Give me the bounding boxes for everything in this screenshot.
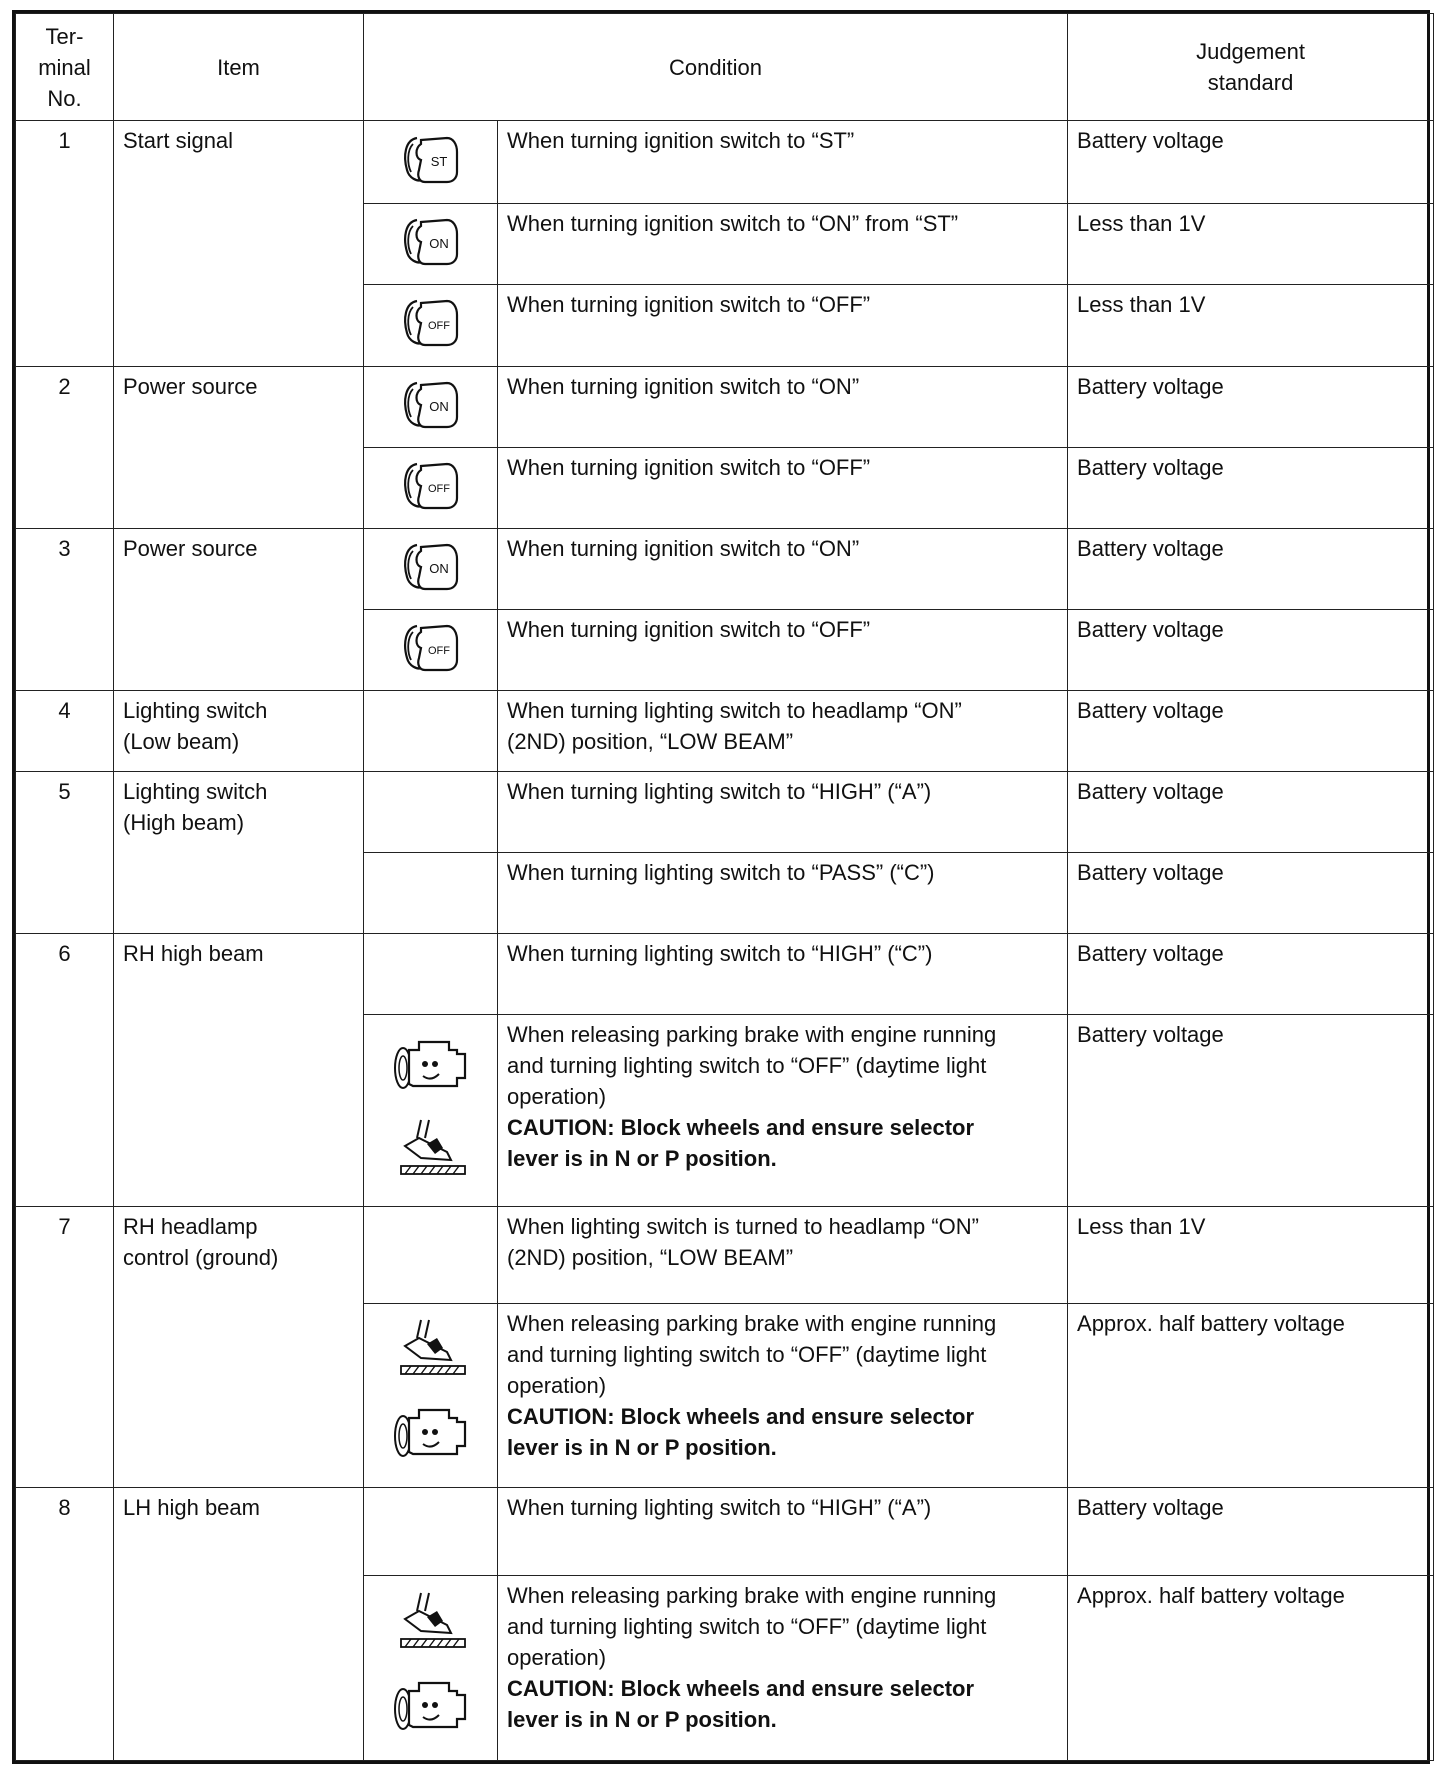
terminal-number: 1 bbox=[16, 121, 114, 367]
ignition-key-off-icon bbox=[399, 293, 463, 357]
condition-description: When turning ignition switch to “OFF” bbox=[507, 454, 871, 480]
condition-description: When turning ignition switch to “OFF” bbox=[507, 292, 871, 318]
condition-text bbox=[498, 1303, 1068, 1488]
caution-note-line: lever is in N or P position. bbox=[507, 1146, 777, 1172]
condition-icon-cell bbox=[364, 934, 498, 1015]
condition-text bbox=[498, 528, 1068, 609]
ignition-key-on-icon bbox=[399, 537, 463, 601]
condition-text bbox=[498, 609, 1068, 690]
table-row bbox=[16, 121, 1434, 204]
item-cell bbox=[114, 121, 364, 367]
condition-description-line: (2ND) position, “LOW BEAM” bbox=[507, 1244, 794, 1270]
item-label: Start signal bbox=[123, 128, 234, 153]
condition-description: When turning ignition switch to “ON” from “ST” bbox=[507, 211, 959, 237]
condition-description: When turning ignition switch to “ST” bbox=[507, 128, 855, 153]
condition-icon-cell bbox=[364, 1576, 498, 1761]
condition-text bbox=[498, 1206, 1068, 1303]
condition-description-line: operation) bbox=[507, 1645, 607, 1671]
table-row bbox=[16, 1488, 1434, 1576]
judgement-standard: Battery voltage bbox=[1068, 934, 1434, 1015]
condition-description: When turning ignition switch to “OFF” bbox=[507, 616, 871, 642]
ignition-key-on-icon bbox=[399, 212, 463, 276]
svg-text:ON: ON bbox=[428, 236, 449, 252]
parking-brake-released-icon bbox=[364, 1118, 497, 1188]
judgement-standard: Battery voltage bbox=[1068, 1488, 1434, 1576]
condition-description: When turning lighting switch to “HIGH” (“A”) bbox=[507, 1495, 932, 1521]
judgement-standard: Approx. half battery voltage bbox=[1068, 1576, 1434, 1761]
table-row bbox=[16, 934, 1434, 1015]
condition-icon-cell bbox=[364, 528, 498, 609]
judgement-standard: Battery voltage bbox=[1068, 366, 1434, 447]
table-row bbox=[16, 1206, 1434, 1303]
terminal-number: 8 bbox=[16, 1488, 114, 1761]
condition-text bbox=[498, 447, 1068, 528]
condition-icon-cell bbox=[364, 366, 498, 447]
terminal-number: 6 bbox=[16, 934, 114, 1207]
condition-description-line: When releasing parking brake with engine running bbox=[507, 1310, 997, 1336]
condition-text bbox=[498, 1576, 1068, 1761]
condition-description-line: and turning lighting switch to “OFF” (daytime light bbox=[507, 1053, 987, 1079]
judgement-standard: Battery voltage bbox=[1068, 1015, 1434, 1206]
item-label: RH high beam bbox=[123, 941, 264, 967]
item-cell bbox=[114, 528, 364, 690]
item-label: LH high beam bbox=[123, 1495, 260, 1521]
svg-text:OFF: OFF bbox=[427, 320, 450, 333]
condition-text bbox=[498, 1488, 1068, 1576]
condition-description: When turning ignition switch to “ON” bbox=[507, 373, 860, 399]
condition-description: When turning ignition switch to “ON” bbox=[507, 535, 860, 561]
svg-text:OFF: OFF bbox=[427, 482, 450, 495]
condition-description: When turning lighting switch to “PASS” (“C”) bbox=[507, 860, 935, 886]
condition-icon-cell bbox=[364, 447, 498, 528]
condition-icon-cell bbox=[364, 609, 498, 690]
item-label: (High beam) bbox=[123, 810, 245, 835]
condition-icon-cell bbox=[364, 772, 498, 853]
header-terminal-no: Ter- minal No. bbox=[16, 14, 114, 121]
terminal-number: 5 bbox=[16, 772, 114, 934]
judgement-standard: Less than 1V bbox=[1068, 204, 1434, 285]
condition-text bbox=[498, 853, 1068, 934]
caution-note-line: lever is in N or P position. bbox=[507, 1434, 777, 1460]
judgement-standard: Battery voltage bbox=[1068, 121, 1434, 204]
table-row bbox=[16, 772, 1434, 853]
condition-description-line: When releasing parking brake with engine running bbox=[507, 1022, 997, 1048]
condition-text bbox=[498, 1015, 1068, 1206]
condition-icon-cell bbox=[364, 285, 498, 366]
caution-note-line: CAUTION: Block wheels and ensure selector bbox=[507, 1403, 975, 1429]
terminal-number: 2 bbox=[16, 366, 114, 528]
condition-text bbox=[498, 366, 1068, 447]
item-label: control (ground) bbox=[123, 1244, 279, 1270]
condition-text bbox=[498, 934, 1068, 1015]
judgement-standard: Battery voltage bbox=[1068, 609, 1434, 690]
engine-running-icon bbox=[364, 1675, 497, 1745]
table-row bbox=[16, 366, 1434, 447]
condition-description: When turning lighting switch to “HIGH” (“A”) bbox=[507, 779, 932, 804]
condition-icon-cell bbox=[364, 1206, 498, 1303]
caution-note-line: lever is in N or P position. bbox=[507, 1707, 777, 1733]
judgement-standard: Less than 1V bbox=[1068, 1206, 1434, 1303]
item-label: RH headlamp bbox=[123, 1213, 258, 1239]
judgement-standard: Approx. half battery voltage bbox=[1068, 1303, 1434, 1488]
condition-description-line: and turning lighting switch to “OFF” (daytime light bbox=[507, 1341, 987, 1367]
engine-running-icon bbox=[364, 1402, 497, 1472]
judgement-standard: Battery voltage bbox=[1068, 853, 1434, 934]
item-cell bbox=[114, 1488, 364, 1761]
terminal-number: 3 bbox=[16, 528, 114, 690]
condition-text bbox=[498, 121, 1068, 204]
item-cell bbox=[114, 1206, 364, 1488]
condition-text bbox=[498, 285, 1068, 366]
header-judgement: Judgement standard bbox=[1068, 14, 1434, 121]
item-label: Lighting switch bbox=[123, 697, 268, 723]
header-row bbox=[16, 14, 1434, 121]
item-cell bbox=[114, 366, 364, 528]
item-label: Power source bbox=[123, 373, 258, 399]
item-label: Lighting switch bbox=[123, 779, 268, 804]
header-item: Item bbox=[114, 14, 364, 121]
judgement-standard: Battery voltage bbox=[1068, 772, 1434, 853]
terminal-number: 4 bbox=[16, 690, 114, 771]
item-label: (Low beam) bbox=[123, 728, 240, 754]
item-cell bbox=[114, 772, 364, 934]
engine-running-icon bbox=[364, 1034, 497, 1104]
item-cell bbox=[114, 934, 364, 1207]
condition-icon-cell bbox=[364, 204, 498, 285]
svg-text:ON: ON bbox=[428, 398, 449, 414]
condition-icon-cell bbox=[364, 853, 498, 934]
condition-text bbox=[498, 690, 1068, 771]
judgement-standard: Battery voltage bbox=[1068, 690, 1434, 771]
condition-icon-cell bbox=[364, 1488, 498, 1576]
ignition-key-off-icon bbox=[399, 618, 463, 682]
item-label: Power source bbox=[123, 535, 258, 561]
condition-description-line: When lighting switch is turned to headlamp “ON” bbox=[507, 1213, 979, 1239]
caution-note-line: CAUTION: Block wheels and ensure selector bbox=[507, 1115, 975, 1141]
condition-description-line: When turning lighting switch to headlamp “ON” bbox=[507, 697, 962, 723]
caution-note-line: CAUTION: Block wheels and ensure selector bbox=[507, 1676, 975, 1702]
condition-text bbox=[498, 772, 1068, 853]
terminal-inspection-table bbox=[12, 10, 1430, 1764]
condition-description-line: When releasing parking brake with engine running bbox=[507, 1583, 997, 1609]
condition-text bbox=[498, 204, 1068, 285]
ignition-key-off-icon bbox=[399, 456, 463, 520]
judgement-standard: Battery voltage bbox=[1068, 447, 1434, 528]
table-row bbox=[16, 690, 1434, 771]
condition-description-line: operation) bbox=[507, 1372, 607, 1398]
condition-icon-cell bbox=[364, 1303, 498, 1488]
judgement-standard: Battery voltage bbox=[1068, 528, 1434, 609]
terminal-number: 7 bbox=[16, 1206, 114, 1488]
condition-description: When turning lighting switch to “HIGH” (“C”) bbox=[507, 941, 933, 967]
ignition-key-st-icon bbox=[399, 130, 463, 194]
condition-description-line: (2ND) position, “LOW BEAM” bbox=[507, 728, 794, 754]
ignition-key-on-icon bbox=[399, 375, 463, 439]
condition-description-line: operation) bbox=[507, 1084, 607, 1110]
header-condition: Condition bbox=[364, 14, 1068, 121]
judgement-standard: Less than 1V bbox=[1068, 285, 1434, 366]
condition-icon-cell bbox=[364, 690, 498, 771]
item-cell bbox=[114, 690, 364, 771]
svg-text:OFF: OFF bbox=[427, 644, 450, 657]
condition-icon-cell bbox=[364, 1015, 498, 1206]
parking-brake-released-icon bbox=[364, 1318, 497, 1388]
svg-text:ST: ST bbox=[430, 154, 447, 170]
condition-description-line: and turning lighting switch to “OFF” (daytime light bbox=[507, 1614, 987, 1640]
table-row bbox=[16, 528, 1434, 609]
parking-brake-released-icon bbox=[364, 1591, 497, 1661]
svg-text:ON: ON bbox=[428, 560, 449, 576]
condition-icon-cell bbox=[364, 121, 498, 204]
